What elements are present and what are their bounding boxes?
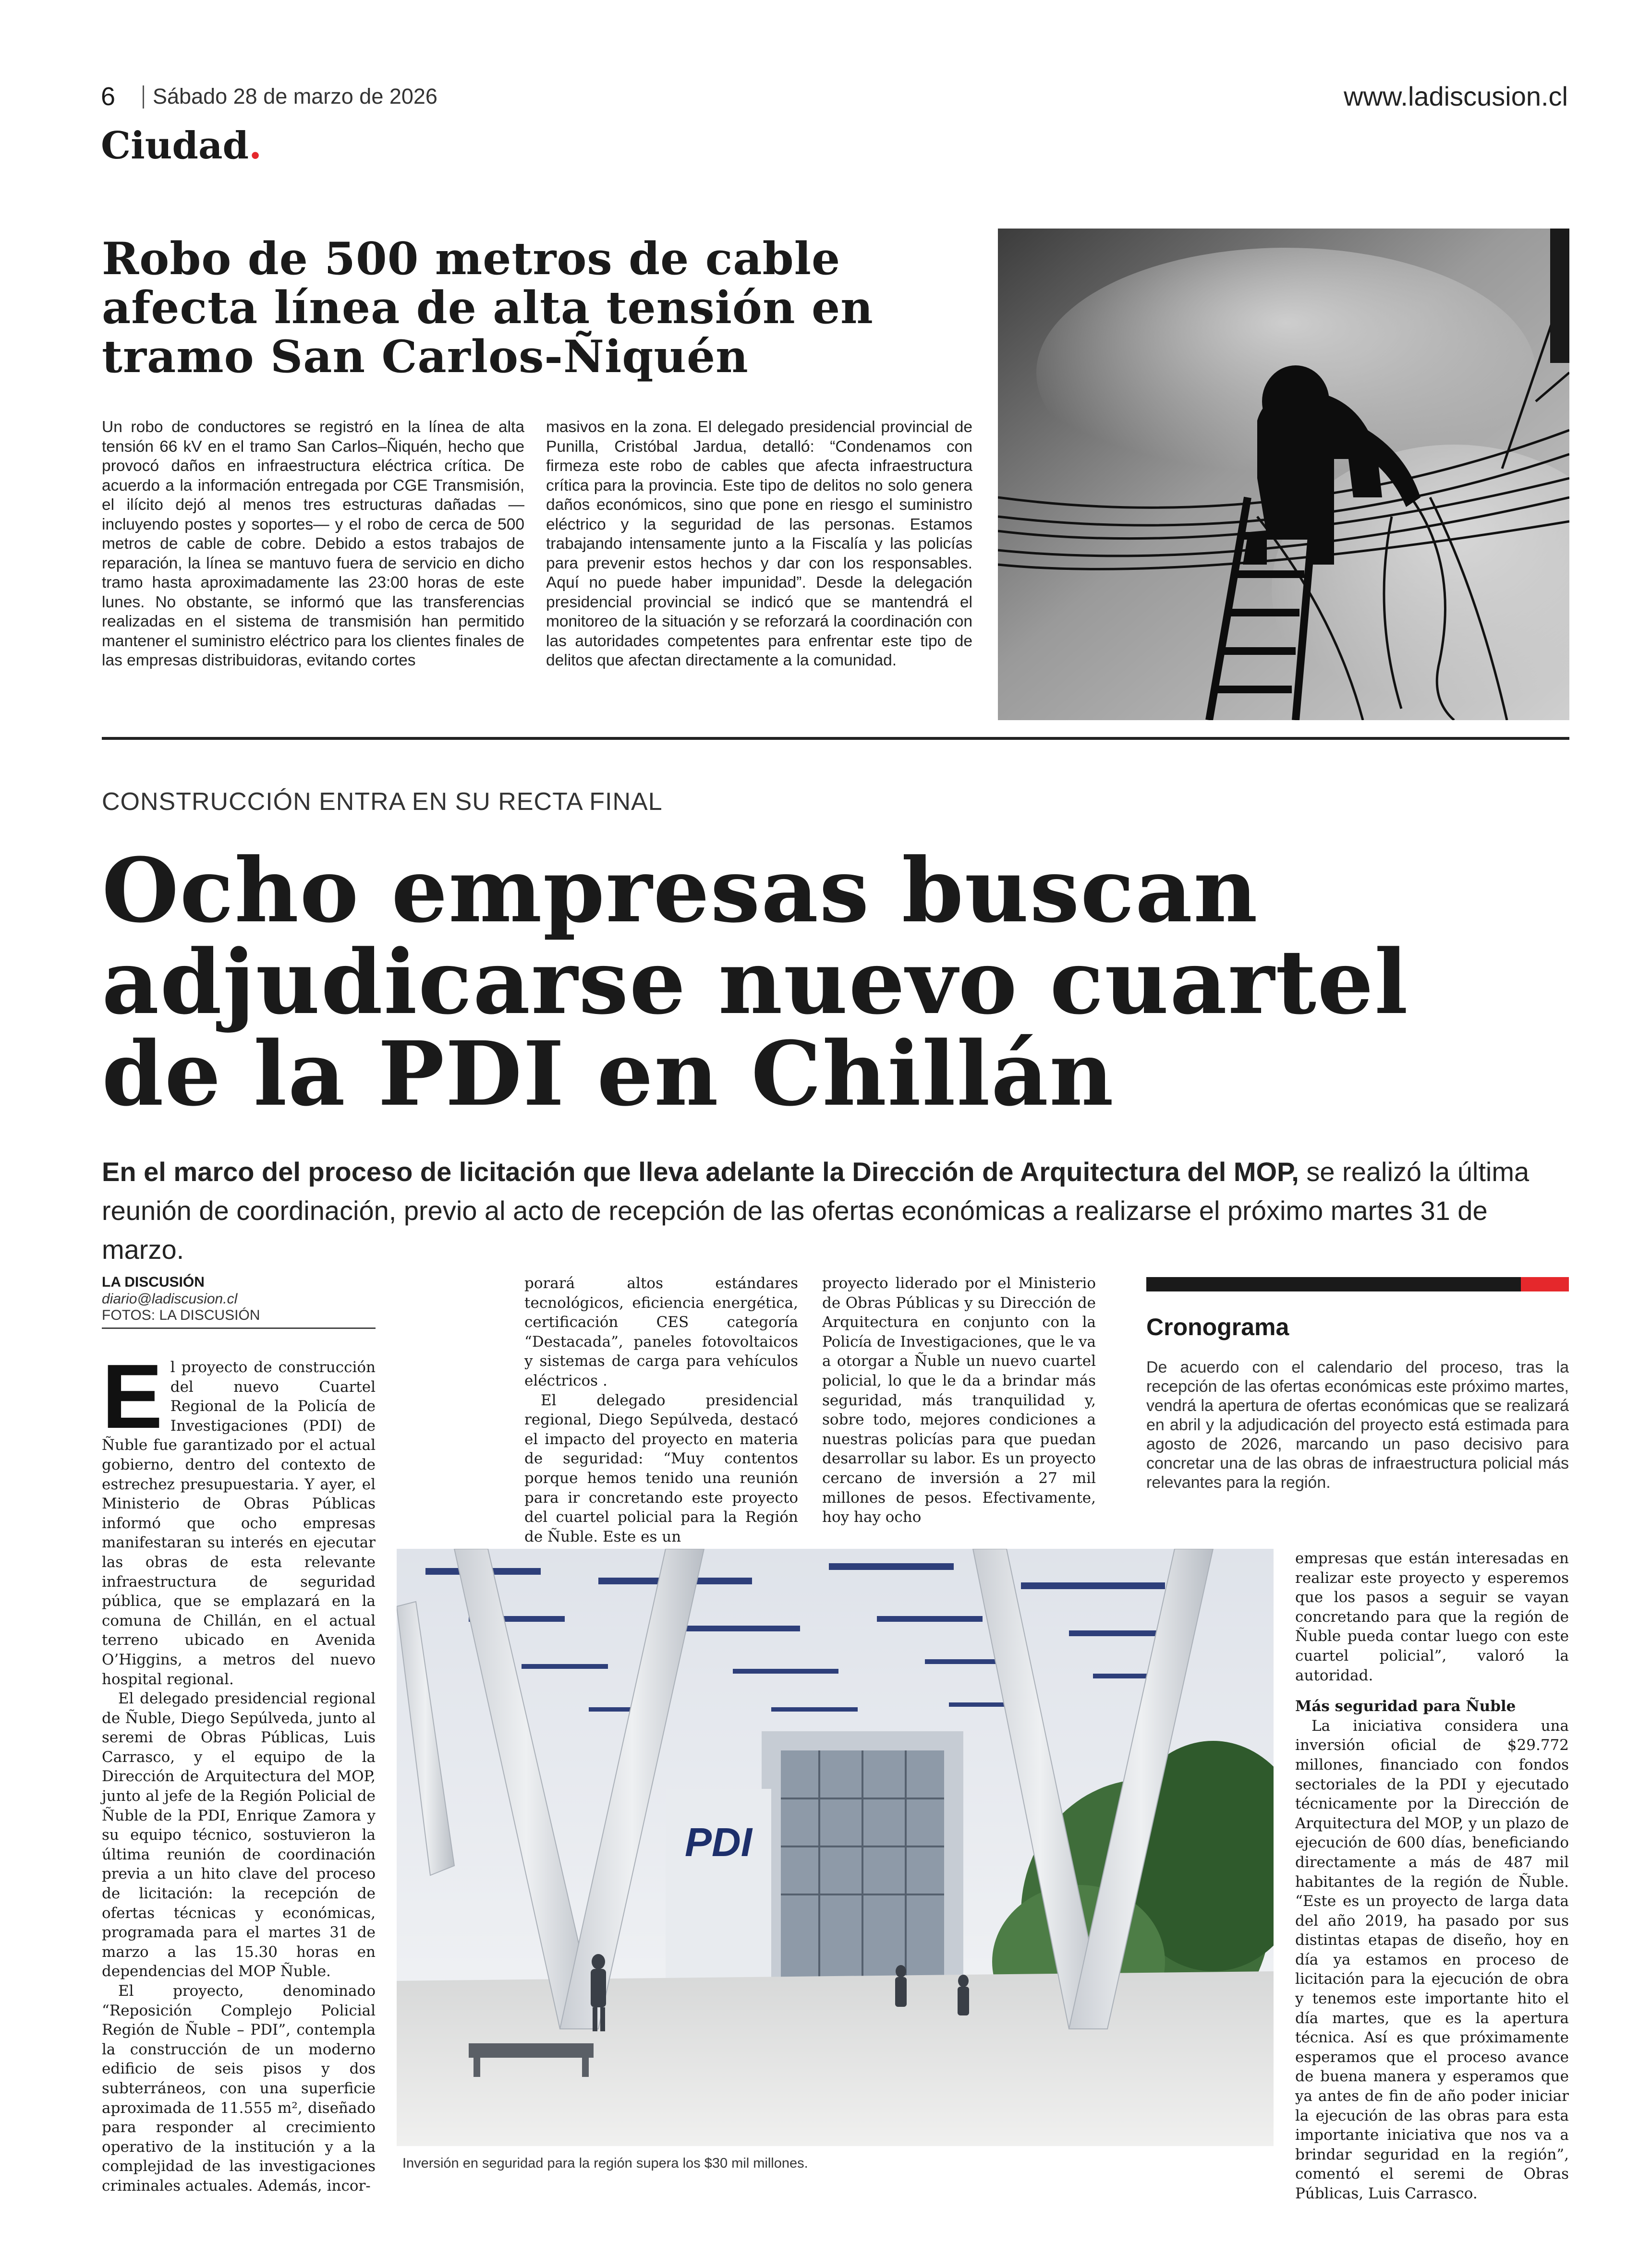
col1-paragraph-1: l proyecto de construcción del nuevo Cuartel Regional de la Policía de Investigaciones (PDI) de Ñuble fue garantizado por el actual gobierno, dentro del contexto de estrechez presupuestaria. Y ayer, el Ministerio de Obras Públicas informó que ocho empresas manifestaran su interés en ejecutar las obras de esta relevante infraestructura de seguridad pública, que se emplazará en la comuna de Chillán, en el actual terreno ubicado en Avenida O’Higgins, a metros del nuevo hospital regional. (102, 1359, 376, 1688)
col4-paragraph-2: La iniciativa considera una inversión oficial de $29.772 millones, financiado con fondos sectoriales de la PDI y ejecutado técnicamente por la Dirección de Arquitectura del MOP, y un plazo de ejecución de 600 días, beneficiando directamente a más de 487 mil habitantes de la región de Ñuble. “Este es un proyecto de larga data del año 2019, ha pasado por sus distintas etapas de diseño, hoy en día ya estamos en proceso de licitación para la ejecución de obra y tenemos este importante hito el día martes, que es la apertura técnica. Así es que próximamente esperamos que el proceso avance de buena manera y esperamos que ya antes de fin de año poder iniciar la ejecución de las obras para esta importante iniciativa que nos va a brindar seguridad en la región”, comentó el seremi de Obras Públicas, Luis Carrasco. (1295, 1717, 1569, 2202)
cable-worker-illustration (998, 229, 1569, 720)
col4-subhead: Más seguridad para Ñuble (1295, 1698, 1516, 1715)
story2-kicker: CONSTRUCCIÓN ENTRA EN SU RECTA FINAL (102, 788, 663, 816)
byline-author: LA DISCUSIÓN (102, 1274, 205, 1290)
story2-lead (102, 1152, 1566, 1269)
story2-column-4 (1295, 1549, 1569, 2204)
section-name: Ciudad (101, 124, 249, 168)
story2-photo (397, 1549, 1274, 2146)
col1-paragraph-3: El proyecto, denominado “Reposición Complejo Policial Región de Ñuble – PDI”, contempla la construcción de un moderno edificio de seis pisos y dos subterráneos, con una superficie aproximada de 11.555 m², diseñado para responder al crecimiento operativo de la institución y a la complejidad de las investigaciones criminales actuales. Además, incor- (102, 1982, 376, 2195)
story1-headline: Robo de 500 metros de cable afecta línea de alta tensión en tramo San Carlos-Ñiquén (102, 232, 874, 383)
issue-date: Sábado 28 de marzo de 2026 (153, 84, 437, 109)
website-link[interactable]: www.ladiscusion.cl (1344, 81, 1568, 111)
story1-column-2: masivos en la zona. El delegado presidencial provincial de Punilla, Cristóbal Jardua, detalló: “Condenamos con firmeza este robo de cables que afecta infraestructura crítica para la provincia. Este tipo de delitos no solo genera daños económicos, sino que pone en riesgo el suministro eléctrico y la seguridad de las personas. Estamos trabajando intensamente junto a la Fiscalía y las policías para prevenir estos hechos y dar con los responsables. Aquí no puede haber impunidad”. Desde la delegación presidencial provincial se indicó que se mantendrá el monitoreo de la situación y se reforzará la coordinación con las autoridades competentes para enfrentar este tipo de delitos que afectan directamente a la comunidad. (546, 418, 972, 669)
byline-photos: FOTOS: LA DISCUSIÓN (102, 1307, 260, 1323)
col2-paragraph-1: porará altos estándares tecnológicos, eficiencia energética, certificación CES categoría “Destacada”, paneles fotovoltaicos y sistemas de carga para vehículos eléctricos . (524, 1275, 798, 1389)
building-sign: PDI (685, 1820, 753, 1865)
story-separator (102, 737, 1569, 740)
col4-paragraph-1: empresas que están interesadas en realizar este proyecto y esperemos que los pasos a seguir se vayan concretando para que la región de Ñuble pueda contar luego con este cuartel policial”, valoró la autoridad. (1295, 1550, 1569, 1684)
section-title (101, 124, 262, 168)
story2-column-1 (102, 1346, 376, 2196)
photo-caption: Inversión en seguridad para la región supera los $30 mil millones. (402, 2156, 808, 2171)
story1-column-1: Un robo de conductores se registró en la línea de alta tensión 66 kV en el tramo San Carlos–Ñiquén, hecho que provocó daños en infraestructura eléctrica crítica. De acuerdo a la información entregada por CGE Transmisión, el ilícito dejó al menos tres estructuras dañadas —incluyendo postes y soportes— y el robo de cerca de 500 metros de cable de cobre. Debido a estos trabajos de reparación, la línea se mantuvo fuera de servicio en dicho tramo hasta aproximadamente las 23:00 horas de este lunes. No obstante, se informó que las transferencias realizadas en el sistema de transmisión han permitido mantener el suministro eléctrico para los clientes finales de las empresas distribuidoras, evitando cortes (102, 418, 524, 669)
byline (102, 1274, 376, 1329)
col3-paragraph-1: proyecto liderado por el Ministerio de Obras Públicas y su Dirección de Arquitectura en conjunto con la Policía de Investigaciones, que le va a otorgar a Ñuble un nuevo cuartel policial, lo que le da a brindar más seguridad, más tranquilidad y, sobre todo, mejores condiciones a nuestras policías para que puedan desarrollar su labor. Es un proyecto cercano de inversión a 27 mil millones de pesos. Efectivamente, hoy hay ocho (822, 1275, 1096, 1526)
byline-rule (102, 1327, 376, 1329)
pdi-building-rendering (397, 1549, 1274, 2146)
story2-column-3 (822, 1274, 1096, 1527)
col2-paragraph-2: El delegado presidencial regional, Diego Sepúlveda, destacó el impacto del proyecto en materia de seguridad: “Muy contentos porque hemos tenido una reunión para ir concretando este proyecto del cuartel policial para la Región de Ñuble. Este es un (524, 1391, 798, 1545)
story2-column-2 (524, 1274, 798, 1546)
sidebar-text: De acuerdo con el calendario del proceso, tras la recepción de las ofertas económicas este próximo martes, vendrá la apertura de ofertas económicas que se realizará en abril y la adjudicación del proyecto está estimada para agosto de 2026, marcando un paso decisivo para concretar una de las obras de infraestructura policial más relevantes para la región. (1146, 1358, 1569, 1492)
story2-headline: Ocho empresas buscan adjudicarse nuevo cuartel de la PDI en Chillán (102, 839, 1409, 1126)
sidebar-accent (1521, 1277, 1569, 1291)
sidebar-title: Cronograma (1146, 1314, 1289, 1340)
lead-bold: En el marco del proceso de licitación que lleva adelante la Dirección de Arquitectura del MOP, (102, 1157, 1299, 1187)
dropcap: E (102, 1346, 163, 1448)
sidebar-top-bar (1146, 1277, 1521, 1291)
byline-email[interactable]: diario@ladiscusion.cl (102, 1291, 238, 1307)
header-divider (143, 85, 144, 109)
col1-paragraph-2: El delegado presidencial regional de Ñuble, Diego Sepúlveda, junto al seremi de Obras Públicas, Luis Carrasco, y el equipo de la Dirección de Arquitectura del MOP, junto al jefe de la Región Policial de Ñuble de la PDI, Enrique Zamora y su equipo técnico, sostuvieron la última reunión de coordinación previa a un hito clave del proceso de licitación: la recepción de ofertas técnicas y económicas, programada para el martes 31 de marzo a las 15.30 horas en dependencias del MOP Ñuble. (102, 1690, 376, 1980)
section-dot: . (249, 124, 262, 168)
page-number: 6 (101, 82, 116, 111)
lead-rest: se realizó la última reunión de coordinación, previo al acto de recepción de las ofertas económicas a realizarse el próximo martes 31 de marzo. (102, 1157, 1530, 1265)
story1-photo (998, 229, 1569, 720)
